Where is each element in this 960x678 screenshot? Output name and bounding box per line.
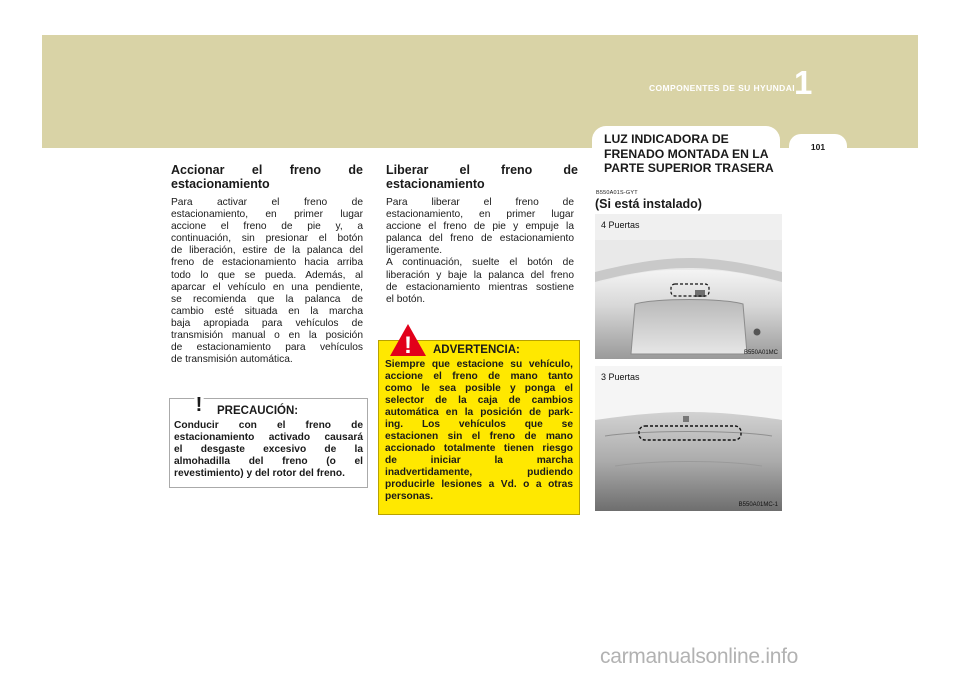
paragraph-line: todo lo que se pueda. Además, al — [171, 269, 363, 281]
paragraph-line: baja apropiada para vehículos de — [171, 317, 363, 329]
paragraph-line: de transmisión automática. — [171, 354, 293, 366]
page-number: 101 — [810, 142, 826, 152]
paragraph-line: Para liberar el freno de — [386, 197, 574, 208]
paragraph-line: el botón. — [386, 293, 426, 305]
warning-triangle-icon — [389, 323, 427, 357]
paragraph-line: continuación, sin presionar el botón — [171, 233, 363, 245]
warning-line: Siempre que estacione su vehículo, — [385, 359, 573, 370]
paragraph-line: accione el freno de pie y, a — [171, 221, 363, 233]
paragraph-line: aparcar el vehículo en una pendiente, — [171, 281, 363, 293]
section-title — [604, 132, 776, 176]
section-label: COMPONENTES DE SU HYUNDAI — [648, 83, 795, 93]
release-brake-heading — [386, 163, 578, 191]
watermark: carmanualsonline.info — [600, 645, 798, 668]
caution-box — [169, 394, 368, 488]
caution-line: el desgaste excesivo de la — [174, 444, 363, 455]
section-title-line: PARTE SUPERIOR TRASERA — [604, 161, 774, 175]
paragraph-line: freno de estacionamiento hacia arriba — [171, 257, 363, 269]
svg-text:!: ! — [195, 394, 203, 415]
warning-line: estacionen sin el freno de mano — [385, 431, 573, 442]
paragraph-line: transmisión manual o en la posición — [171, 330, 363, 342]
paragraph-line: ligeramente. — [386, 245, 443, 257]
paragraph-line: estacionamiento, en primer lugar — [171, 209, 363, 221]
caution-line: almohadilla del freno (o el — [174, 456, 363, 467]
section-title-line: LUZ INDICADORA DE — [604, 132, 729, 146]
heading-word: el — [251, 163, 263, 177]
photo-label: 3 Puertas — [601, 372, 640, 382]
photo-code: B550A01MC — [743, 350, 778, 356]
chapter-number: 1 — [794, 64, 813, 101]
reference-code: B550A01S-GYT — [596, 190, 638, 196]
car-rear-3-door-image — [595, 366, 782, 511]
photo-3-door — [595, 366, 782, 511]
heading-word: Liberar — [386, 163, 429, 177]
paragraph-line: de estacionamiento para vehículos — [171, 342, 363, 354]
heading-word: de — [563, 163, 578, 177]
paragraph-line: de liberación, estire de la palanca del — [171, 245, 363, 257]
warning-text — [385, 359, 573, 503]
paragraph-line: A continuación, suelte el botón de — [386, 257, 574, 269]
warning-line: personas. — [385, 491, 434, 502]
paragraph-line: palanca del freno de estacionamiento — [386, 233, 574, 245]
caution-line: estacionamiento activado causará — [174, 432, 363, 443]
caution-text — [174, 420, 363, 480]
paragraph-line: estacionamiento, en primer lugar — [386, 209, 574, 221]
heading-word: Accionar — [171, 163, 225, 177]
heading-word: el — [459, 163, 470, 177]
caution-line: revestimiento) y del rotor del freno. — [174, 468, 345, 479]
caution-triangle-icon — [186, 391, 212, 415]
page-number-tab — [789, 134, 847, 158]
paragraph-line: se recomienda que la palanca de — [171, 293, 363, 305]
photo-label: 4 Puertas — [601, 220, 640, 230]
caution-heading: PRECAUCIÓN: — [217, 405, 299, 417]
warning-line: selector de la caja de cambios — [385, 395, 573, 406]
photo-4-door — [595, 214, 782, 359]
section-title-line: FRENADO MONTADA EN LA — [604, 146, 769, 161]
paragraph-line: cambio esté situada en la marcha — [171, 305, 363, 317]
warning-box — [378, 332, 580, 515]
warning-line: accione el freno de mano tanto — [385, 371, 573, 382]
warning-heading: ADVERTENCIA: — [433, 344, 520, 356]
warning-line: como le sea posible y ponga el — [385, 383, 573, 394]
warning-line: de iniciar la marcha — [385, 455, 573, 466]
heading-word: estacionamiento — [171, 177, 270, 191]
warning-line: inadvertidamente, pudiendo — [385, 467, 573, 478]
if-equipped-subheading: (Si está instalado) — [595, 197, 702, 211]
apply-brake-paragraph — [171, 197, 363, 366]
warning-line: automática en la posición de park- — [385, 407, 573, 418]
paragraph-line: de estacionamiento mientras sostiene — [386, 281, 574, 293]
warning-line: accionado totalmente tienen riesgo — [385, 443, 573, 454]
apply-brake-heading — [171, 163, 363, 191]
release-brake-paragraph — [386, 197, 574, 306]
heading-word: estacionamiento — [386, 177, 485, 191]
paragraph-line: Para activar el freno de — [171, 197, 363, 208]
section-title-tab — [592, 126, 780, 182]
car-rear-4-door-image — [595, 214, 782, 359]
caution-line: Conducir con el freno de — [174, 420, 363, 431]
paragraph-line: liberación y baje la palanca del freno — [386, 269, 574, 281]
paragraph-line: accione el freno de pie y empuje la — [386, 221, 574, 233]
photo-code: B550A01MC-1 — [738, 502, 778, 508]
warning-line: producirle lesiones a Vd. o a otras — [385, 479, 573, 490]
heading-word: freno — [501, 163, 533, 177]
svg-text:!: ! — [404, 332, 412, 357]
heading-word: freno — [289, 163, 321, 177]
warning-line: ing. Los vehículos que se — [385, 419, 573, 430]
heading-word: de — [348, 163, 363, 177]
